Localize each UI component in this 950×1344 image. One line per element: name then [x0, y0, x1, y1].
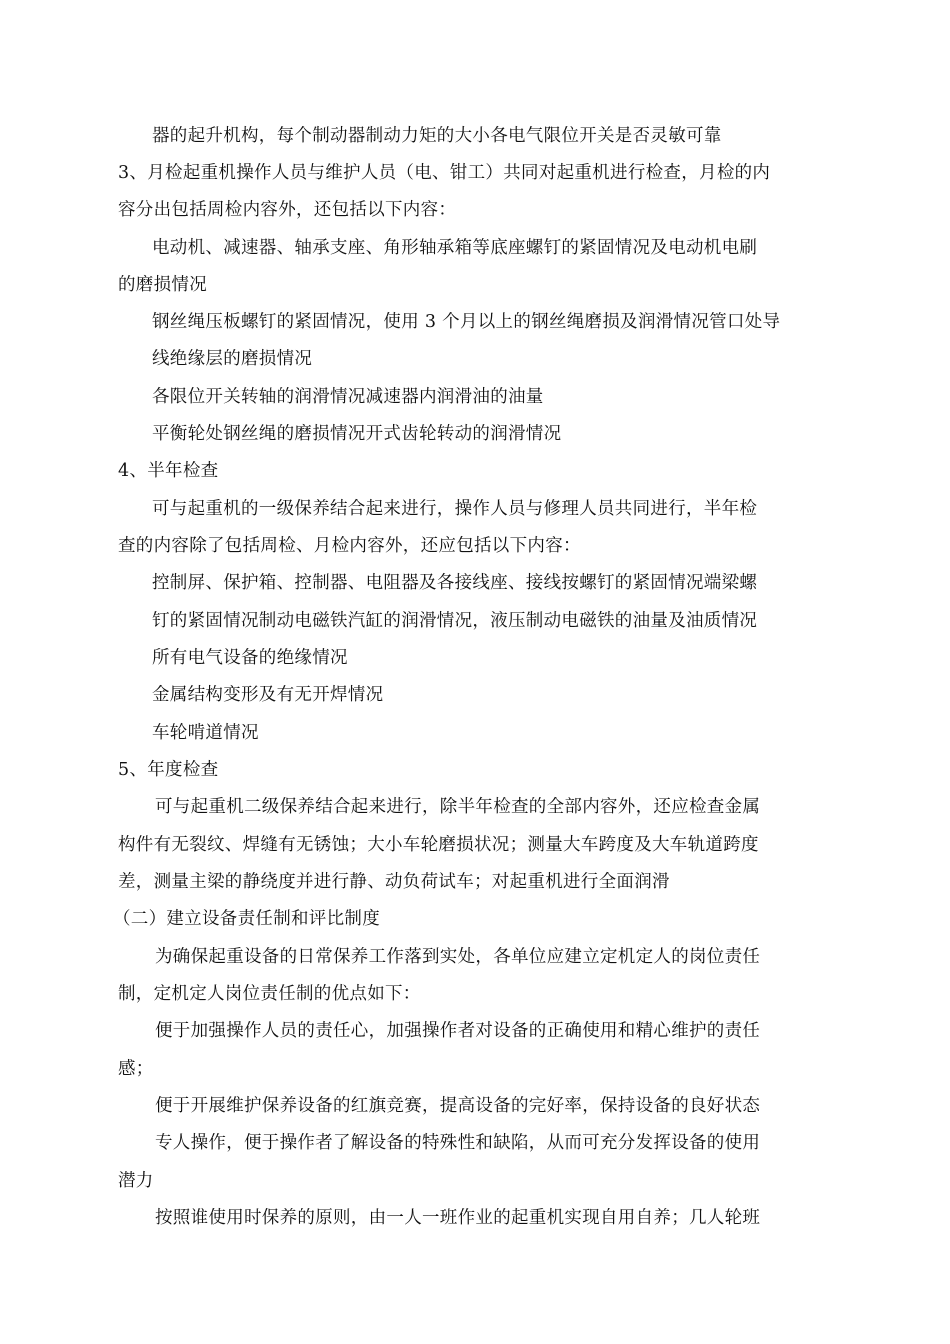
text-line: 制，定机定人岗位责任制的优点如下：	[118, 984, 421, 1004]
text-line: 专人操作，便于操作者了解设备的特殊性和缺陷，从而可充分发挥设备的使用	[155, 1133, 761, 1153]
text-line: 各限位开关转轴的润滑情况减速器内润滑油的油量	[152, 387, 544, 407]
text-line: 控制屏、保护箱、控制器、电阻器及各接线座、接线按螺钉的紧固情况端梁螺	[152, 573, 758, 593]
text-line: 按照谁使用时保养的原则，由一人一班作业的起重机实现自用自养；几人轮班	[155, 1208, 761, 1228]
text-line: 所有电气设备的绝缘情况	[152, 648, 348, 668]
text-line: 差，测量主梁的静绕度并进行静、动负荷试车；对起重机进行全面润滑	[118, 872, 670, 892]
text-line: 车轮啃道情况	[152, 723, 259, 743]
text-line: 便于开展维护保养设备的红旗竞赛，提高设备的完好率，保持设备的良好状态	[155, 1096, 761, 1116]
text-line: 的磨损情况	[118, 275, 207, 295]
text-line: 金属结构变形及有无开焊情况	[152, 685, 384, 705]
text-line: 可与起重机的一级保养结合起来进行，操作人员与修理人员共同进行，半年检	[152, 499, 758, 519]
text-line: 感；	[118, 1059, 154, 1079]
text-line: 可与起重机二级保养结合起来进行，除半年检查的全部内容外，还应检查金属	[155, 797, 761, 817]
section-heading: （二）建立设备责任制和评比制度	[113, 909, 380, 929]
text-line: 钢丝绳压板螺钉的紧固情况，使用 3 个月以上的钢丝绳磨损及润滑情况管口处导	[152, 312, 781, 332]
text-line: 器的起升机构，每个制动器制动力矩的大小各电气限位开关是否灵敏可靠	[152, 126, 722, 146]
text-line: 线绝缘层的磨损情况	[152, 349, 313, 369]
text-line: 为确保起重设备的日常保养工作落到实处，各单位应建立定机定人的岗位责任	[155, 947, 761, 967]
text-line: 查的内容除了包括周检、月检内容外，还应包括以下内容：	[118, 536, 581, 556]
text-line: 电动机、减速器、轴承支座、角形轴承箱等底座螺钉的紧固情况及电动机电刷	[152, 238, 758, 258]
section-heading: 5、年度检查	[118, 760, 219, 780]
text-line: 容分出包括周检内容外，还包括以下内容：	[118, 200, 457, 220]
text-line: 构件有无裂纹、焊缝有无锈蚀；大小车轮磨损状况；测量大车跨度及大车轨道跨度	[118, 835, 759, 855]
section-heading: 3、月检起重机操作人员与维护人员（电、钳工）共同对起重机进行检查，月检的内	[118, 163, 771, 183]
text-line: 便于加强操作人员的责任心，加强操作者对设备的正确使用和精心维护的责任	[155, 1021, 761, 1041]
text-line: 平衡轮处钢丝绳的磨损情况开式齿轮转动的润滑情况	[152, 424, 562, 444]
section-heading: 4、半年检查	[118, 461, 219, 481]
text-line: 钉的紧固情况制动电磁铁汽缸的润滑情况，液压制动电磁铁的油量及油质情况	[152, 611, 758, 631]
text-line: 潜力	[118, 1171, 154, 1191]
